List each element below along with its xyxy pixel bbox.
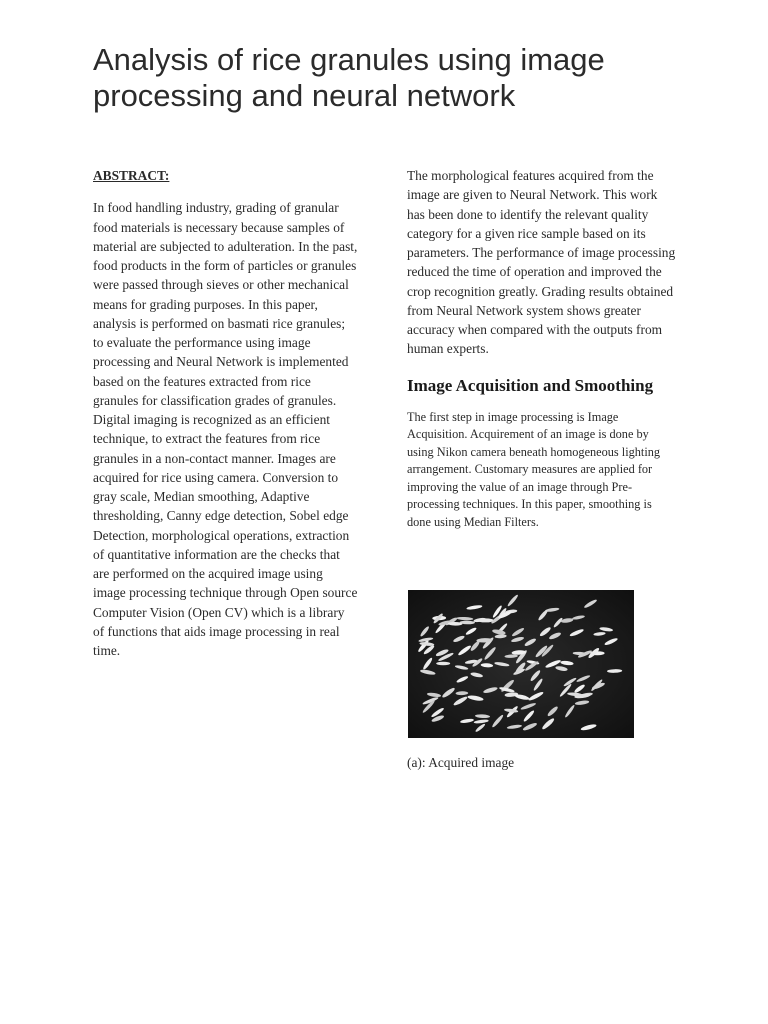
right-column [407, 166, 677, 532]
paper-title: Analysis of rice granules using image processing and neural network [93, 42, 605, 113]
rice-granules-graphic [408, 590, 634, 738]
section-heading: Image Acquisition and Smoothing [407, 375, 654, 395]
left-column [93, 166, 358, 660]
intro-paragraph: The morphological features acquired from the image are given to Neural Network. This work has been done to identify the relevant quality category for a given rice sample based on its parameters. The performance of image processing reduced the time of operation and improved the crop recognition greatly. Grading results obtained from Neural Network system shows greater accuracy when compared with the outputs from human experts. [407, 168, 676, 357]
abstract-heading: ABSTRACT: [93, 168, 170, 183]
rice-grain [436, 662, 450, 665]
rice-granules-image [408, 590, 634, 738]
figure-caption: (a): Acquired image [407, 755, 515, 770]
abstract-body: In food handling industry, grading of granular food materials is necessary because samples of material are subjected to adulteration. In the past, food products in the form of particles or granules were passed through sieves or other mechanical means for grading purposes. In this paper, analysis is performed on basmati rice granules; to evaluate the performance using image processing and Neural Network is implemented based on the features extracted from rice granules for classification grades of granules. Digital imaging is recognized as an efficient technique, to extract the features from rice granules in a non-contact manner. Images are acquired for rice using camera. Conversion to gray scale, Median smoothing, Adaptive thresholding, Canny edge detection, Sobel edge Detection, morphological operations, extraction of quantitative information are the checks that are performed on the acquired image using image processing technique through Open source Computer Vision (Open CV) which is a library of functions that aids image processing in real time. [93, 200, 358, 658]
section-body: The first step in image processing is Image Acquisition. Acquirement of an image is done by using Nikon camera beneath homogeneous lighting arrangement. Customary measures are applied for improving the value of an image through Pre-processing techniques. In this paper, smoothing is done using Median Filters. [407, 409, 661, 530]
